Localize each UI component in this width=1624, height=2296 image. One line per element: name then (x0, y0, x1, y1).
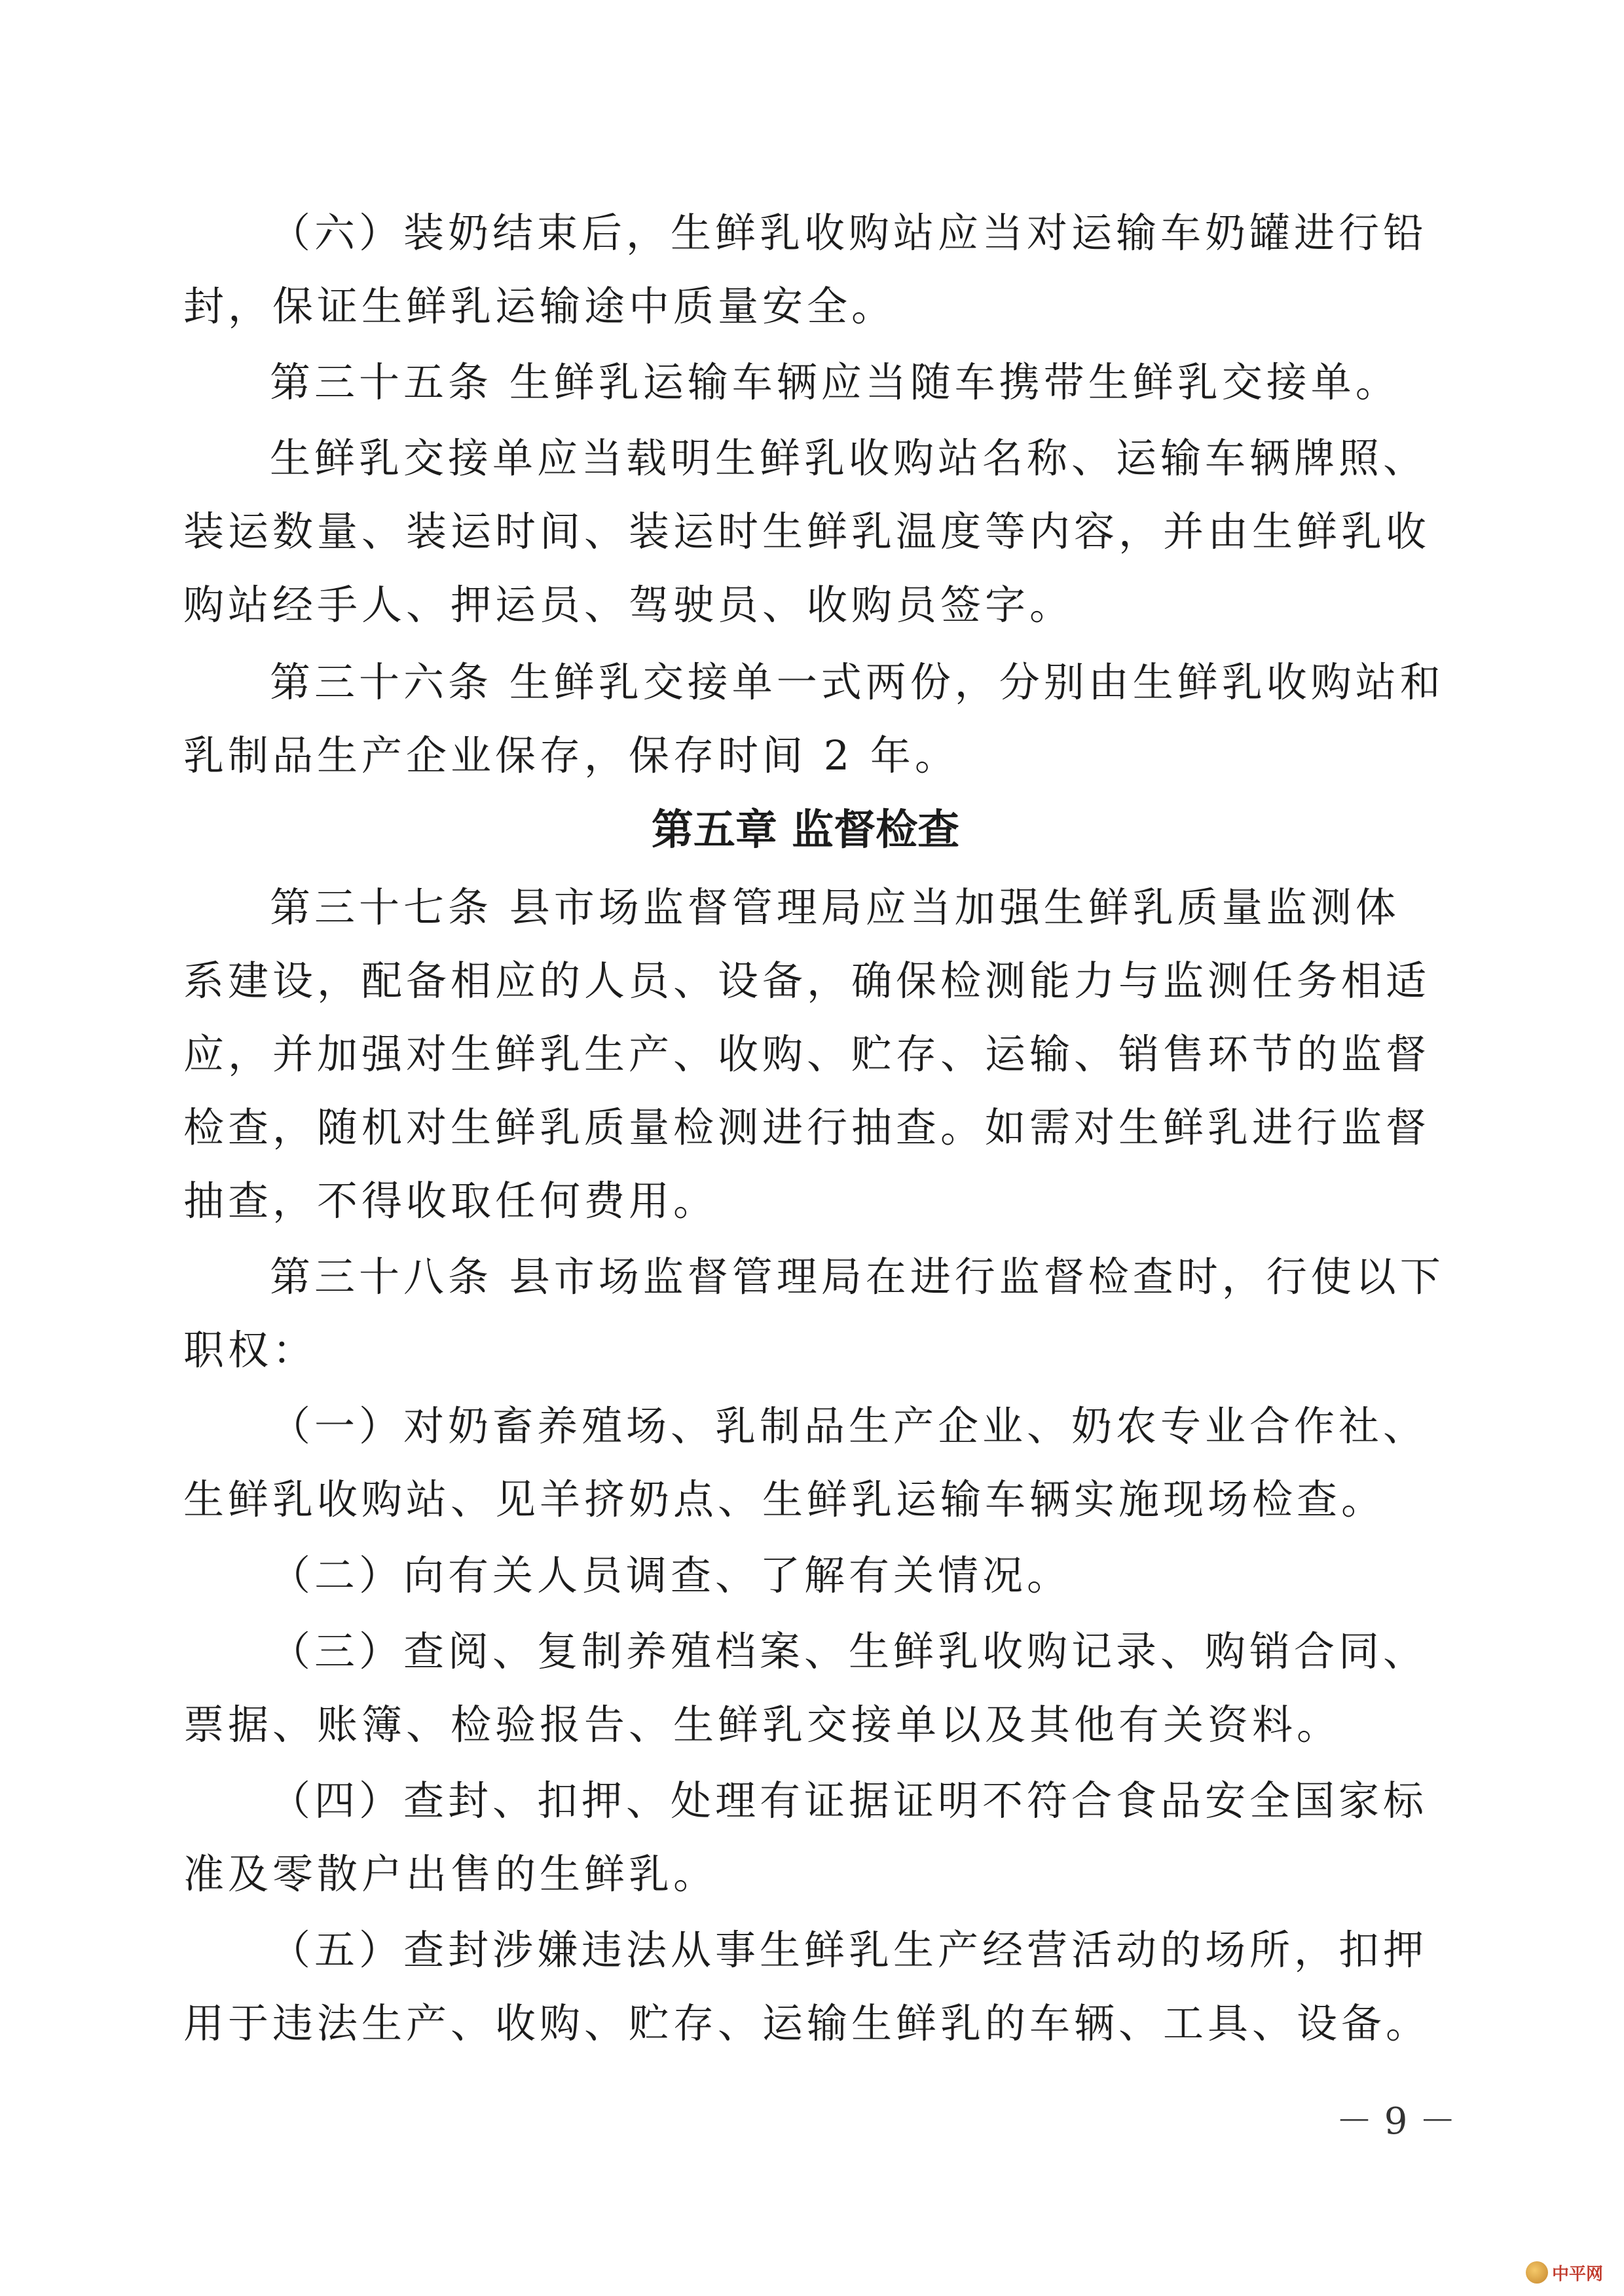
text-line: 应，并加强对生鲜乳生产、收购、贮存、运输、销售环节的监督 (183, 1030, 1431, 1078)
article-36: 第三十六条 生鲜乳交接单一式两份，分别由生鲜乳收购站和 (270, 658, 1445, 706)
text-line: 装运数量、装运时间、装运时生鲜乳温度等内容，并由生鲜乳收 (183, 508, 1431, 555)
text-line: 职权： (183, 1326, 318, 1374)
text-line: 票据、账簿、检验报告、生鲜乳交接单以及其他有关资料。 (183, 1701, 1342, 1749)
text-line: （三）查阅、复制养殖档案、生鲜乳收购记录、购销合同、 (270, 1627, 1428, 1675)
text-line: 准及零散户出售的生鲜乳。 (183, 1850, 718, 1898)
text-line: 生鲜乳交接单应当载明生鲜乳收购站名称、运输车辆牌照、 (270, 434, 1428, 482)
watermark-logo-icon (1526, 2261, 1548, 2284)
text-line: （五）查封涉嫌违法从事生鲜乳生产经营活动的场所，扣押 (270, 1926, 1428, 1974)
page-number: － 9 － (1336, 2100, 1456, 2143)
text-line: （四）查封、扣押、处理有证据证明不符合食品安全国家标 (270, 1777, 1428, 1824)
article-38: 第三十八条 县市场监督管理局在进行监督检查时，行使以下 (270, 1253, 1445, 1301)
article-37: 第三十七条 县市场监督管理局应当加强生鲜乳质量监测体 (270, 883, 1400, 931)
text-line: （六）装奶结束后，生鲜乳收购站应当对运输车奶罐进行铅 (270, 209, 1428, 257)
article-35: 第三十五条 生鲜乳运输车辆应当随车携带生鲜乳交接单。 (270, 358, 1400, 406)
text-line: 封，保证生鲜乳运输途中质量安全。 (183, 282, 896, 330)
chapter-heading: 第五章 监督检查 (651, 806, 960, 855)
text-line: 抽查，不得收取任何费用。 (183, 1177, 718, 1225)
watermark-text: 中平网 (1552, 2264, 1604, 2284)
text-line: （一）对奶畜养殖场、乳制品生产企业、奶农专业合作社、 (270, 1402, 1428, 1450)
text-line: 购站经手人、押运员、驾驶员、收购员签字。 (183, 581, 1075, 629)
text-line: 系建设，配备相应的人员、设备，确保检测能力与监测任务相适 (183, 957, 1431, 1005)
text-line: 用于违法生产、收购、贮存、运输生鲜乳的车辆、工具、设备。 (183, 1999, 1431, 2047)
watermark (1526, 2259, 1617, 2286)
text-line: （二）向有关人员调查、了解有关情况。 (270, 1551, 1072, 1599)
text-line: 检查，随机对生鲜乳质量检测进行抽查。如需对生鲜乳进行监督 (183, 1103, 1431, 1151)
text-line: 生鲜乳收购站、见羊挤奶点、生鲜乳运输车辆实施现场检查。 (183, 1475, 1386, 1523)
text-line: 乳制品生产企业保存，保存时间 2 年。 (183, 731, 959, 779)
